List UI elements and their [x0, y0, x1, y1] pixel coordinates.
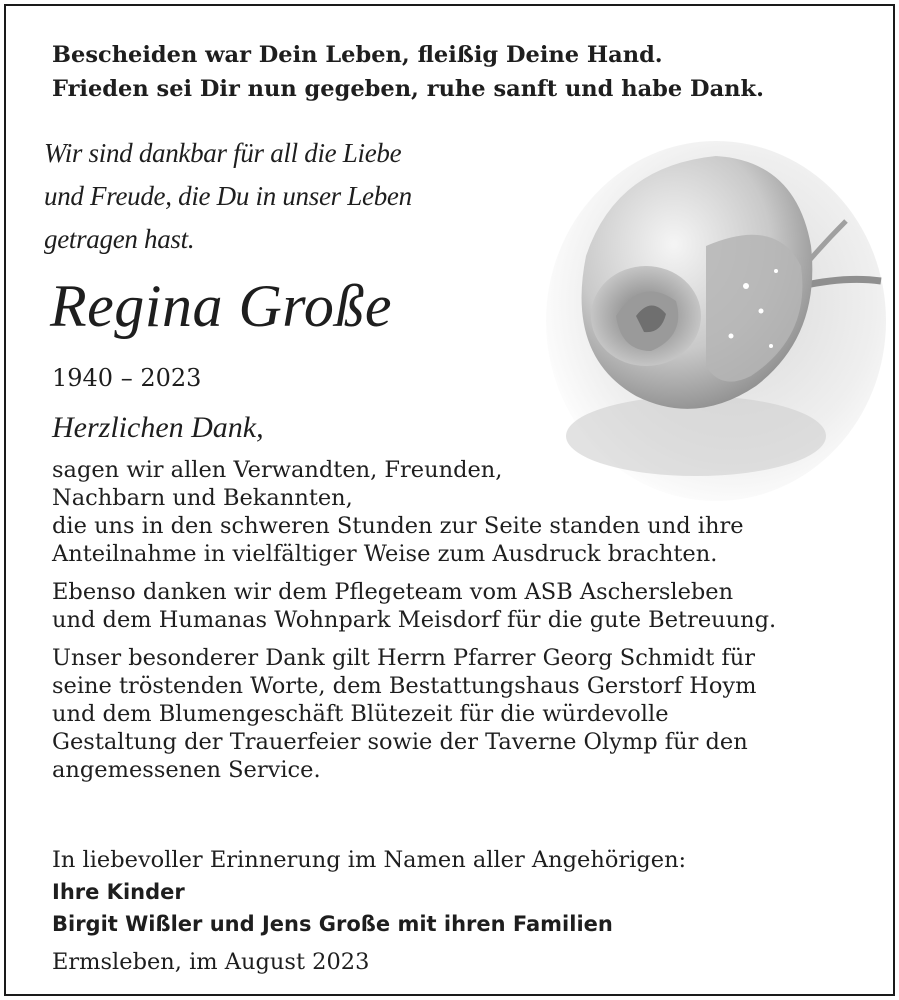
signature [52, 844, 686, 940]
text-line: und dem Blumengeschäft Blütezeit für die würdevolle [52, 701, 669, 727]
signature-intro: In liebevoller Erinnerung im Namen aller Angehörigen: [52, 847, 687, 873]
intro-verse [44, 132, 412, 261]
text-line: die uns in den schweren Stunden zur Seite standen und ihre [52, 513, 744, 539]
life-years: 1940 – 2023 [52, 364, 202, 392]
rose-image [546, 136, 886, 506]
text-line: sagen wir allen Verwandten, Freunden, [52, 457, 503, 483]
intro-line: Wir sind dankbar für all die Liebe [44, 138, 402, 168]
obituary-notice [4, 4, 895, 996]
signature-line: Ihre Kinder [52, 880, 185, 904]
text-line: Anteilnahme in vielfältiger Weise zum Ausdruck brachten. [52, 541, 718, 567]
motto-line: Frieden sei Dir nun gegeben, ruhe sanft und habe Dank. [52, 76, 764, 102]
thanks-paragraph [52, 578, 862, 634]
deceased-name: Regina Große [50, 273, 393, 339]
text-line: Nachbarn und Bekannten, [52, 485, 353, 511]
thanks-title: Herzlichen Dank, [52, 411, 264, 444]
text-line: angemessenen Service. [52, 757, 321, 783]
thanks-paragraph [52, 644, 862, 784]
intro-line: und Freude, die Du in unser Leben [44, 181, 412, 211]
signature-line: Birgit Wißler und Jens Große mit ihren Familien [52, 912, 613, 936]
text-line: Unser besonderer Dank gilt Herrn Pfarrer Georg Schmidt für [52, 645, 756, 671]
thanks-paragraph [52, 456, 862, 568]
thanks-body [52, 456, 862, 794]
place-date: Ermsleben, im August 2023 [52, 949, 370, 975]
text-line: Gestaltung der Trauerfeier sowie der Taverne Olymp für den [52, 729, 748, 755]
motto [52, 38, 764, 106]
text-line: Ebenso danken wir dem Pflegeteam vom ASB Aschersleben [52, 579, 734, 605]
text-line: und dem Humanas Wohnpark Meisdorf für die gute Betreuung. [52, 607, 777, 633]
motto-line: Bescheiden war Dein Leben, fleißig Deine Hand. [52, 42, 663, 68]
text-line: seine tröstenden Worte, dem Bestattungshaus Gerstorf Hoym [52, 673, 757, 699]
intro-line: getragen hast. [44, 224, 195, 254]
